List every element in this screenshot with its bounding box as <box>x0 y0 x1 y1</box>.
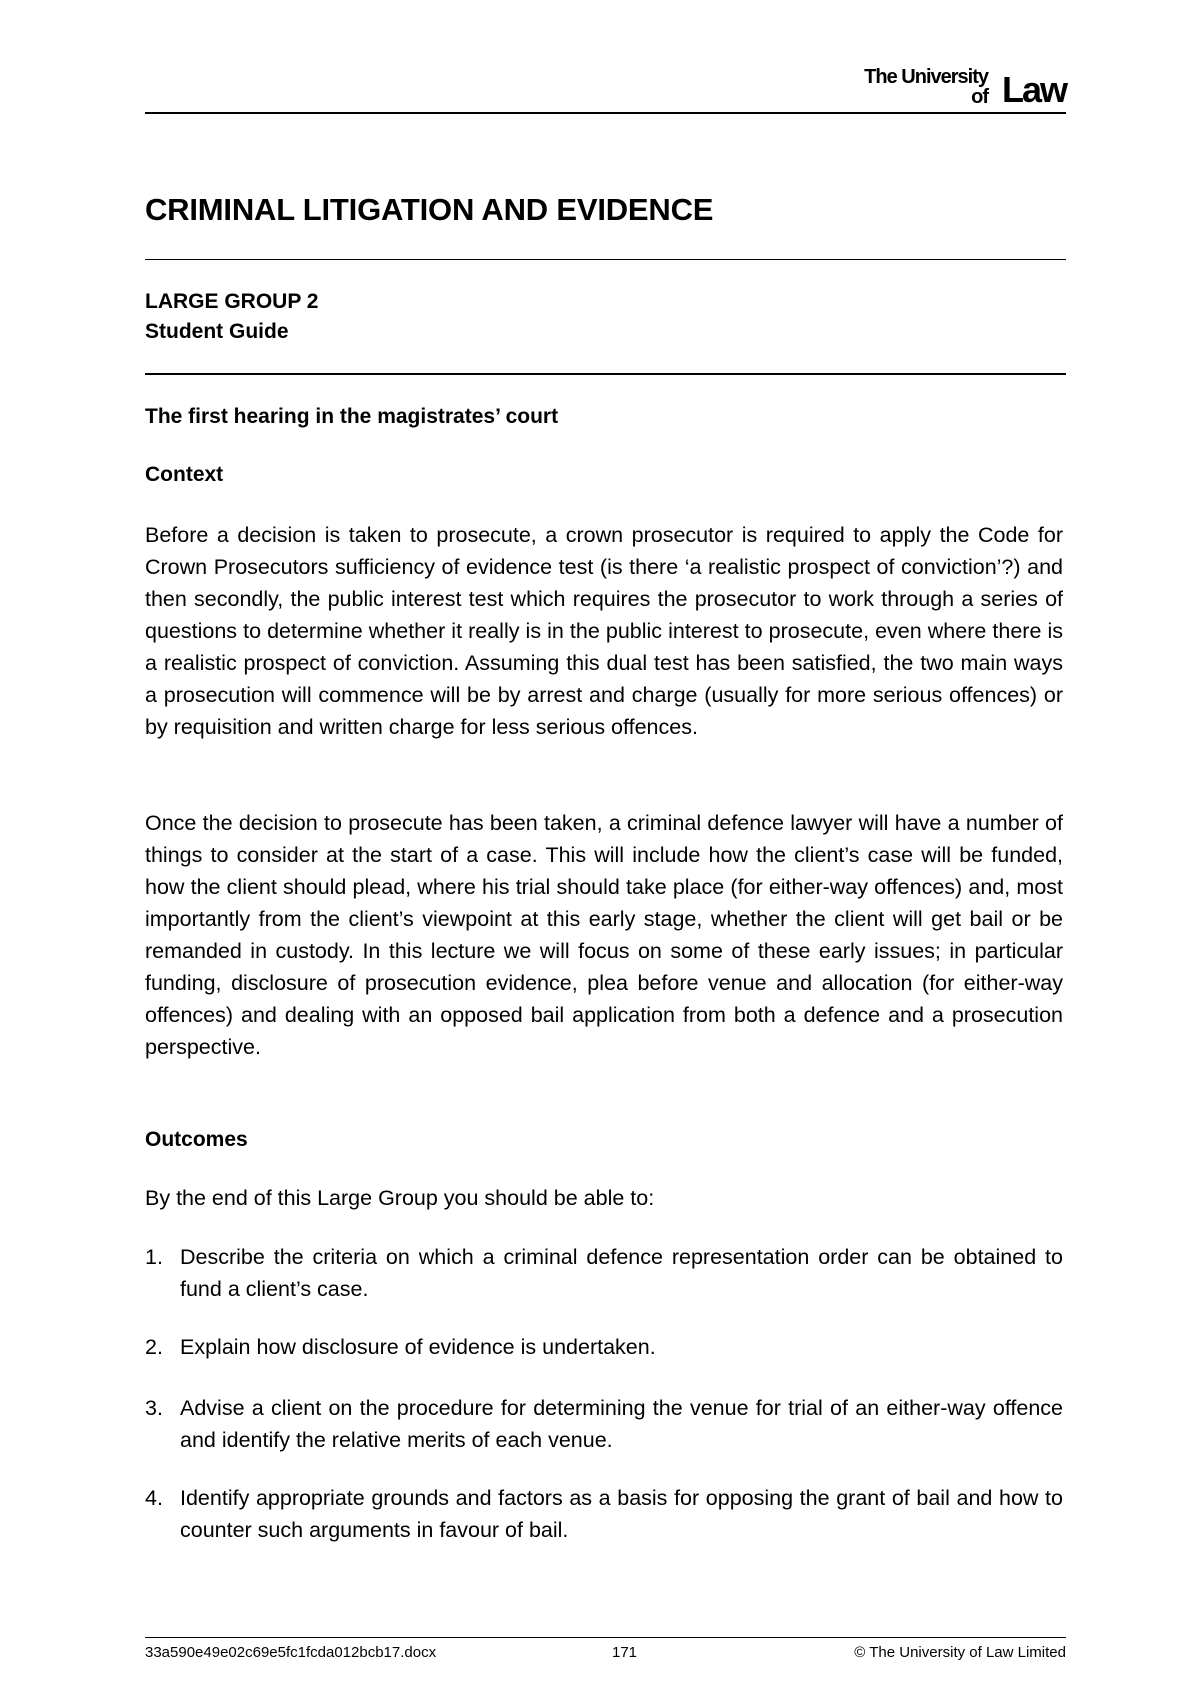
subtitle-large-group: LARGE GROUP 2 <box>145 290 319 313</box>
list-item <box>145 1241 1063 1305</box>
outcomes-heading: Outcomes <box>145 1128 248 1151</box>
university-of-law-logo <box>846 62 1066 112</box>
logo-text-the-university: The University <box>864 66 988 88</box>
document-title: CRIMINAL LITIGATION AND EVIDENCE <box>145 192 714 227</box>
logo-text-of: of <box>971 86 988 108</box>
list-item <box>145 1392 1063 1456</box>
section-heading: The first hearing in the magistrates’ court <box>145 405 559 428</box>
subtitle-rule <box>145 373 1066 375</box>
footer-rule <box>145 1637 1066 1638</box>
logo-text-law: Law <box>1001 69 1066 110</box>
list-item-number: 2. <box>145 1335 163 1359</box>
footer-filename: 33a590e49e02c69e5fc1fcda012bcb17.docx <box>145 1644 437 1661</box>
title-rule <box>145 259 1066 260</box>
list-item-number: 3. <box>145 1396 163 1420</box>
context-paragraph-2: Once the decision to prosecute has been taken, a criminal defence lawyer will have a number of things to consider at the start of a case. This will include how the client’s case will be funded, how the client should plead, where his trial should take place (for either-way offences) and, most importantly from the client’s viewpoint at this early stage, whether the client will get bail or be remanded in custody. In this lecture we will focus on some of these early issues; in particular funding, disclosure of prosecution evidence, plea before venue and allocation (for either-way offences) and dealing with an opposed bail application from both a defence and a prosecution perspective. <box>145 811 1063 1059</box>
list-item-number: 1. <box>145 1245 163 1269</box>
footer-page-number: 171 <box>612 1644 638 1661</box>
footer-copyright: © The University of Law Limited <box>854 1644 1066 1661</box>
list-item-text: Explain how disclosure of evidence is undertaken. <box>180 1335 656 1359</box>
list-item <box>145 1331 1063 1363</box>
list-item-text: Identify appropriate grounds and factors as a basis for opposing the grant of bail and how to counter such arguments in favour of bail. <box>180 1486 1063 1542</box>
list-item-text: Advise a client on the procedure for determining the venue for trial of an either-way offence and identify the relative merits of each venue. <box>180 1396 1063 1452</box>
list-item-number: 4. <box>145 1486 163 1510</box>
list-item-text: Describe the criteria on which a criminal defence representation order can be obtained to fund a client’s case. <box>180 1245 1063 1301</box>
context-paragraph-1: Before a decision is taken to prosecute, a crown prosecutor is required to apply the Code for Crown Prosecutors sufficiency of evidence test (is there ‘a realistic prospect of conviction’?) and then secondly, the public interest test which requires the prosecutor to work through a series of questions to determine whether it really is in the public interest to prosecute, even where there is a realistic prospect of conviction. Assuming this dual test has been satisfied, the two main ways a prosecution will commence will be by arrest and charge (usually for more serious offences) or by requisition and written charge for less serious offences. <box>145 523 1063 739</box>
header-rule <box>145 112 1066 114</box>
context-heading: Context <box>145 463 224 486</box>
list-item <box>145 1482 1063 1546</box>
outcomes-intro: By the end of this Large Group you should be able to: <box>145 1186 655 1210</box>
subtitle-student-guide: Student Guide <box>145 320 289 343</box>
